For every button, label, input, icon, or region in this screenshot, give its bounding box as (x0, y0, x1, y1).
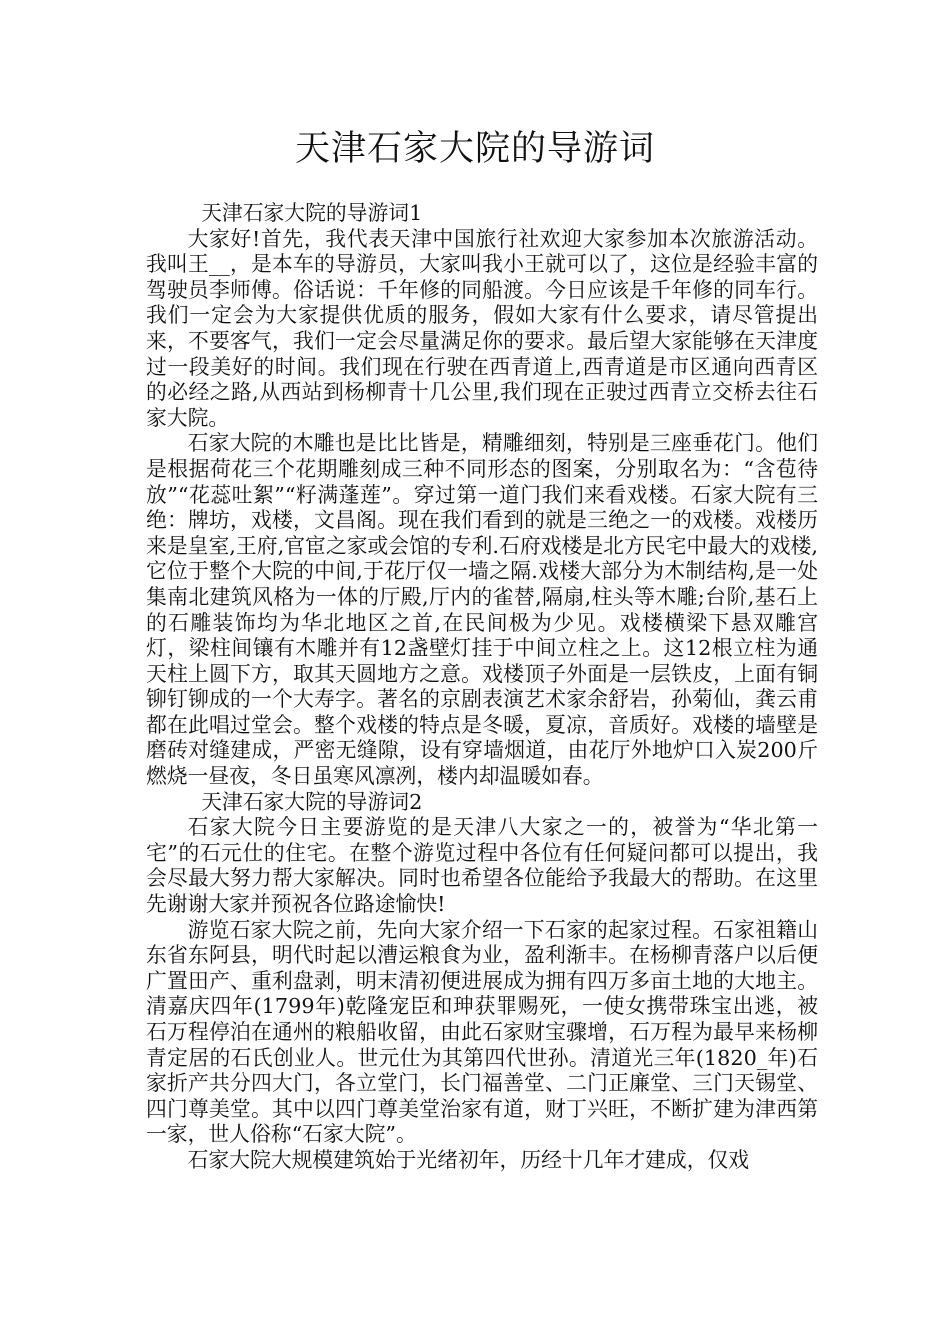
document-body (146, 201, 818, 1174)
paragraph-2-1: 石家大院今日主要游览的是天津八大家之一的，被誉为“华北第一宅”的石元仕的住宅。在整个游览过程中各位有任何疑问都可以提出，我会尽最大努力帮大家解决。同时也希望各位能给予我最大的帮助。在这里先谢谢大家并预祝各位路途愉快! (146, 815, 818, 917)
paragraph-2-3: 石家大院大规模建筑始于光绪初年，历经十几年才建成，仅戏 (187, 1147, 750, 1172)
paragraph-1-1: 大家好!首先，我代表天津中国旅行社欢迎大家参加本次旅游活动。我叫王__，是本车的导游员，大家叫我小王就可以了，这位是经验丰富的驾驶员李师傅。俗话说：千年修的同船渡。今日应该是千年修的同车行。我们一定会为大家提供优质的服务，假如大家有什么要求，请尽管提出来，不要客气，我们一定会尽量满足你的要求。最后望大家能够在天津度过一段美好的时间。我们现在行驶在西青道上,西青道是市区通向西青区的必经之路,从西站到杨柳青十几公里,我们现在正驶过西青立交桥去往石家大院。 (146, 226, 818, 430)
paragraph-1-2: 石家大院的木雕也是比比皆是，精雕细刻，特别是三座垂花门。他们是根据荷花三个花期雕刻成三种不同形态的图案，分别取名为：“含苞待放”“花蕊吐絮”“籽满蓬莲”。穿过第一道门我们来看戏楼。石家大院有三绝：牌坊，戏楼，文昌阁。现在我们看到的就是三绝之一的戏楼。戏楼历来是皇室,王府,官宦之家或会馆的专利.石府戏楼是北方民宅中最大的戏楼,它位于整个大院的中间,于花厅仅一墙之隔.戏楼大部分为木制结构,是一处集南北建筑风格为一体的厅殿,厅内的雀替,隔扇,柱头等木雕;台阶,基石上的石雕装饰均为华北地区之首,在民间极为少见。戏楼横梁下悬双雕宫灯，梁柱间镶有木雕并有12盏壁灯挂于中间立柱之上。这12根立柱为通天柱上圆下方，取其天圆地方之意。戏楼顶子外面是一层铁皮，上面有铜铆钉铆成的一个大寿字。著名的京剧表演艺术家余舒岩，孙菊仙，龚云甫都在此唱过堂会。整个戏楼的特点是冬暖，夏凉，音质好。戏楼的墙壁是磨砖对缝建成，严密无缝隙，设有穿墙烟道，由花厅外地炉口入炭200斤燃烧一昼夜，冬日虽寒风凛冽，楼内却温暖如春。 (146, 431, 818, 789)
document-title: 天津石家大院的导游词 (294, 129, 655, 169)
paragraph-2-2: 游览石家大院之前，先向大家介绍一下石家的起家过程。石家祖籍山东省东阿县，明代时起以漕运粮食为业，盈利渐丰。在杨柳青落户以后便广置田产、重利盘剥，明末清初便进展成为拥有四万多亩土地的大地主。清嘉庆四年(1799年)乾隆宠臣和珅获罪赐死，一使女携带珠宝出逃，被石万程停泊在通州的粮船收留，由此石家财宝骤增，石万程为最早来杨柳青定居的石氏创业人。世元仕为其第四代世孙。清道光三年(1820_年)石家折产共分四大门，各立堂门，长门福善堂、二门正廉堂、三门天锡堂、四门尊美堂。其中以四门尊美堂治家有道，财丁兴旺，不断扩建为津西第一家，世人俗称“石家大院”。 (146, 917, 818, 1147)
section-heading-2: 天津石家大院的导游词2 (201, 789, 423, 814)
section-heading-1: 天津石家大院的导游词1 (201, 201, 423, 225)
